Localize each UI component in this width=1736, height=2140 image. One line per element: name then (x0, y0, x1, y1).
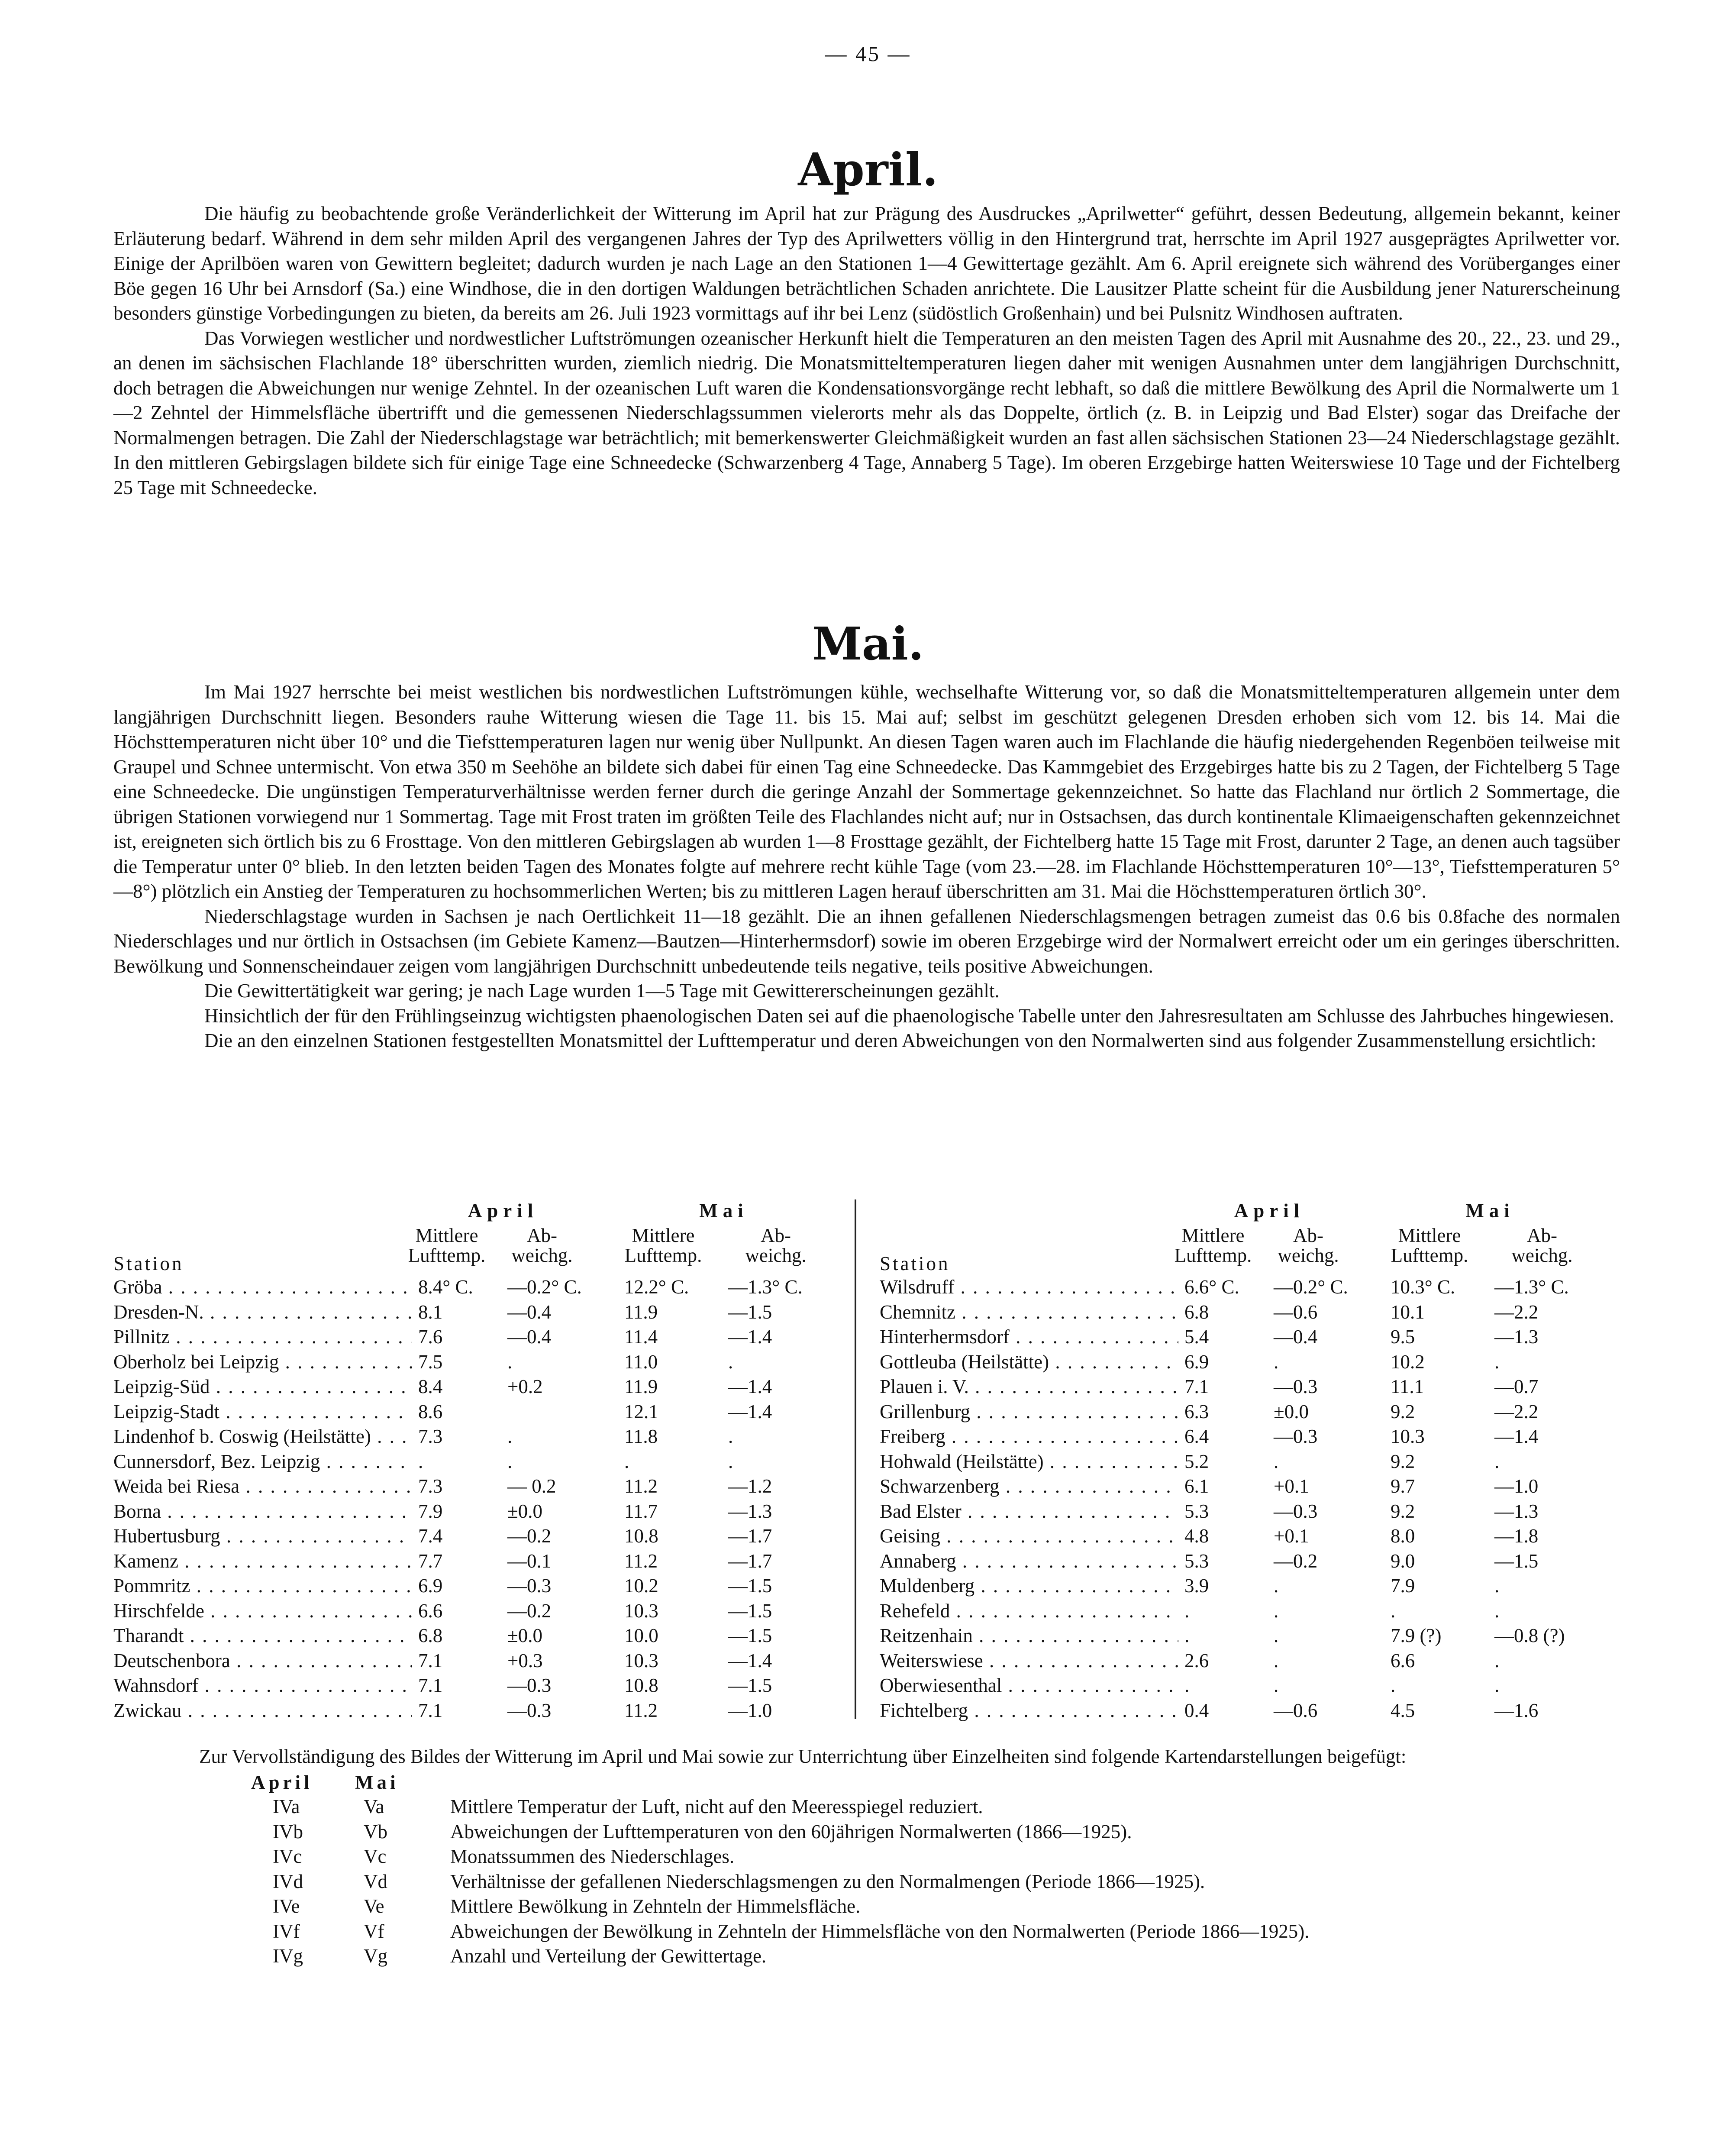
mai-temperature: 10.2 (624, 1575, 658, 1597)
mai-deviation: —1.4 (728, 1326, 772, 1348)
table-row (113, 1375, 849, 1400)
map-code-mai: Ve (364, 1895, 384, 1917)
mai-paragraph-2: Niederschlagstage wurden in Sachsen je nach Oertlichkeit 11—18 gezählt. Die an ihnen gefallenen Niederschlagsmengen betragen zumeist das 0.6 bis 0.8fache des normalen Niederschlages und nur örtlich in Ostsachsen (im Gebiete Kamenz—Bautzen—Hinterhermsdorf) sowie im oberen Erzgebirge wird der Normalwert erreicht oder um ein geringes überschritten. Bewölkung und Sonnenscheindauer zeigen vom langjährigen Durchschnitt unbedeutende teils negative, teils positive Abweichungen. (113, 905, 1620, 977)
table-row (880, 1301, 1616, 1326)
col-header-mai-dev-right: Ab- weichg. (1511, 1225, 1573, 1266)
mai-deviation: —1.0 (1494, 1475, 1539, 1497)
table-row (880, 1325, 1616, 1351)
april-temperature: 6.1 (1183, 1475, 1262, 1497)
mai-temperature: 10.8 (624, 1525, 658, 1547)
april-temperature: 6.9 (1183, 1351, 1262, 1373)
map-list-header-april: April (251, 1771, 313, 1793)
station-name: Lindenhof b. Coswig (Heilstätte) . . . (113, 1425, 412, 1448)
mai-deviation: —0.7 (1494, 1376, 1539, 1397)
mai-deviation: . (1494, 1649, 1500, 1671)
table-row (880, 1425, 1616, 1450)
table-row (113, 1600, 849, 1625)
mai-deviation: . (1494, 1675, 1500, 1696)
april-deviation: ±0.0 (1274, 1400, 1309, 1422)
april-deviation: . (1274, 1351, 1279, 1373)
april-temperature: 3.9 (1183, 1574, 1262, 1597)
table-row (113, 1649, 849, 1675)
station-name: Oberwiesenthal . . . (880, 1674, 1178, 1697)
mai-temperature: 11.2 (624, 1699, 658, 1721)
station-name: Oberholz bei Leipzig . . . (113, 1351, 412, 1373)
mai-deviation: . (1494, 1600, 1500, 1622)
april-temperature: 6.8 (1183, 1301, 1262, 1323)
april-deviation: +0.1 (1274, 1525, 1309, 1547)
april-temperature: . (1183, 1624, 1262, 1647)
mai-temperature: 11.2 (624, 1475, 658, 1497)
station-name: Leipzig-Stadt . . . (113, 1400, 412, 1423)
station-name: Rehefeld . . . (880, 1600, 1178, 1622)
april-deviation: —0.3 (1274, 1426, 1318, 1447)
mai-deviation: —0.8 (?) (1494, 1625, 1565, 1646)
mai-paragraph-1: Im Mai 1927 herrschte bei meist westlichen bis nordwestlichen Luftströmungen kühle, wechselhafte Witterung vor, so daß die Monatsmitteltemperaturen allgemein unter dem langjährigen Durchschnitt liegen. Besonders rauhe Witterung wiesen die Tage 11. bis 15. Mai auf; selbst im geschützt gelegenen Dresden erhoben sich vom 12. bis 14. Mai die Höchsttemperaturen nicht über 10° und die Tiefsttemperaturen lagen nur wenig über Nullpunkt. An diesen Tagen waren auch im Flachlande die häufig niedergehenden Regenböen teilweise mit Graupel und Schnee untermischt. Von etwa 350 m Seehöhe an bildete sich dabei für einen Tag eine Schneedecke. Das Kammgebiet des Erzgebirges hatte bis zu 2 Tagen, der Fichtelberg 5 Tage eine Schneedecke. Die ungünstigen Temperaturverhältnisse werden ferner durch die geringe Anzahl der Sommertage gekennzeichnet. So hatte das Flachland nur örtlich 2 Sommertage, die übrigen Stationen vorwiegend nur 1 Sommertag. Tage mit Frost traten im größten Teile des Flachlandes nicht auf; nur in Ostsachsen, das durch kontinentale Klimaeigenschaften gekennzeichnet ist, ereigneten sich örtlich bis zu 6 Frosttage. Von den mittleren Gebirgslagen ab wurden 1—8 Frosttage gezählt, der Fichtelberg hatte 15 Tage mit Frost, darunter 2 Tage, an denen auch tagsüber die Temperatur unter 0° blieb. In den letzten beiden Tagen des Monates folgte auf mehrere recht kühle Tage (vom 23.—28. im Flachlande Höchsttemperaturen 10°—13°, Tiefsttemperaturen 5°—8°) plötzlich ein Anstieg der Temperaturen zu hochsommerlichen Werten; bis zu mittleren Lagen herauf überschritten am 31. Mai die Höchsttemperaturen örtlich 30°. (113, 681, 1620, 902)
map-list-item (199, 1870, 1628, 1895)
table-rows-right (880, 1276, 1616, 1724)
col-header-mai-dev: Ab- weichg. (745, 1225, 807, 1266)
april-temperature: 7.1 (1183, 1375, 1262, 1398)
map-code-april: IVa (273, 1796, 300, 1817)
table-row (880, 1649, 1616, 1675)
table-row (113, 1351, 849, 1376)
april-heading: April. (798, 143, 938, 196)
map-list-item (199, 1945, 1628, 1970)
april-deviation: —0.2° C. (507, 1276, 582, 1298)
table-row (880, 1475, 1616, 1500)
station-name: Freiberg . . . (880, 1425, 1178, 1448)
mai-deviation: —1.5 (728, 1301, 772, 1323)
map-code-april: IVe (273, 1895, 300, 1917)
mai-deviation: —1.4 (728, 1649, 772, 1671)
group-header-april: April (468, 1200, 539, 1222)
mai-deviation: . (728, 1450, 733, 1472)
mai-temperature: 9.0 (1391, 1550, 1415, 1572)
april-temperature: 7.3 (416, 1425, 496, 1448)
table-row (113, 1475, 849, 1500)
station-name: Wahnsdorf . . . (113, 1674, 412, 1697)
table-row (113, 1400, 849, 1426)
col-header-april-temp: Mittlere Lufttemp. (408, 1225, 486, 1266)
col-header-april-dev: Ab- weichg. (511, 1225, 573, 1266)
table-row (113, 1500, 849, 1525)
mai-deviation: —1.3° C. (1494, 1276, 1569, 1298)
april-temperature: 7.9 (416, 1500, 496, 1523)
april-temperature: 6.4 (1183, 1425, 1262, 1448)
table-row (880, 1351, 1616, 1376)
mai-temperature: 11.9 (624, 1301, 658, 1323)
table-row (880, 1550, 1616, 1575)
mai-deviation: —1.5 (728, 1675, 772, 1696)
april-deviation: —0.2 (1274, 1550, 1318, 1572)
mai-deviation: . (1494, 1351, 1500, 1373)
map-list-item (199, 1795, 1628, 1820)
table-row (113, 1450, 849, 1475)
col-header-april-temp-right: Mittlere Lufttemp. (1174, 1225, 1252, 1266)
station-name: Grillenburg . . . (880, 1400, 1178, 1423)
mai-temperature: 11.7 (624, 1500, 658, 1522)
map-description: Anzahl und Verteilung der Gewittertage. (450, 1945, 767, 1967)
station-name: Gröba . . . (113, 1276, 412, 1298)
map-code-mai: Vf (364, 1920, 384, 1942)
mai-temperature: 8.0 (1391, 1525, 1415, 1547)
april-temperature: 4.8 (1183, 1525, 1262, 1547)
mai-temperature: 7.9 (?) (1391, 1625, 1442, 1646)
mai-deviation: —1.5 (728, 1575, 772, 1597)
april-deviation: . (1274, 1625, 1279, 1646)
table-divider (855, 1199, 856, 1719)
april-deviation: . (507, 1351, 513, 1373)
april-temperature: 2.6 (1183, 1649, 1262, 1672)
map-code-mai: Vd (364, 1870, 387, 1892)
map-list-item (199, 1895, 1628, 1920)
map-code-mai: Vg (364, 1945, 387, 1967)
april-temperature: . (1183, 1674, 1262, 1697)
table-row (113, 1525, 849, 1550)
table-row (113, 1574, 849, 1600)
mai-deviation: —1.5 (728, 1625, 772, 1646)
table-left-half (113, 1199, 849, 1728)
table-row (880, 1574, 1616, 1600)
april-temperature: 7.4 (416, 1525, 496, 1547)
mai-temperature: 12.1 (624, 1400, 658, 1422)
april-paragraph-1: Die häufig zu beobachtende große Veränderlichkeit der Witterung im April hat zur Prägung des Ausdruckes „Aprilwetter“ geführt, dessen Bedeutung, allgemein bekannt, keiner Erläuterung bedarf. Während in dem sehr milden April des vergangenen Jahres der Typ des Aprilwetters völlig in den Hintergrund trat, herrschte im April 1927 ausgeprägtes Aprilwetter vor. Einige der Aprilböen waren von Gewittern begleitet; dadurch wurden je nach Lage an den Stationen 1—4 Gewittertage gezählt. Am 6. April ereignete sich während des Vorüberganges einer Böe gegen 16 Uhr bei Arnsdorf (Sa.) eine Windhose, die in den dortigen Waldungen beträchtlichen Schaden anrichtete. Die Lausitzer Platte scheint für die Ausbildung jener Naturerscheinung besonders günstige Vorbedingungen zu bieten, da bereits am 26. Juli 1923 vormittags auf ihr bei Lenz (südöstlich Großenhain) und bei Pulsnitz Windhosen auftraten. (113, 203, 1620, 324)
mai-temperature: 10.3 (624, 1649, 658, 1671)
april-temperature: 6.3 (1183, 1400, 1262, 1423)
station-name: Reitzenhain . . . (880, 1624, 1178, 1647)
mai-temperature: 10.3° C. (1391, 1276, 1455, 1298)
mai-temperature: 9.2 (1391, 1400, 1415, 1422)
mai-temperature: 7.9 (1391, 1575, 1415, 1597)
mai-deviation: —1.5 (728, 1600, 772, 1622)
station-name: Zwickau . . . (113, 1699, 412, 1722)
mai-temperature: . (1391, 1675, 1396, 1696)
col-header-mai-temp: Mittlere Lufttemp. (624, 1225, 702, 1266)
april-temperature: 5.2 (1183, 1450, 1262, 1473)
mai-paragraph-3: Die Gewittertätigkeit war gering; je nach Lage wurden 1—5 Tage mit Gewittererscheinungen gezählt. (204, 980, 1000, 1002)
table-row (880, 1624, 1616, 1649)
table-row (113, 1624, 849, 1649)
map-description: Abweichungen der Bewölkung in Zehnteln der Himmelsfläche von den Normalwerten (Periode 1866—1925). (450, 1920, 1310, 1942)
april-paragraph-2: Das Vorwiegen westlicher und nordwestlicher Luftströmungen ozeanischer Herkunft hielt die Temperaturen an den meisten Tagen des April mit Ausnahme des 20., 22., 23. und 29., an denen im sächsischen Flachlande 18° überschritten wurden, ziemlich niedrig. Die Monatsmitteltemperaturen liegen daher mit wenigen Ausnahmen unter dem langjährigen Durchschnitt, doch betragen die Abweichungen nur wenige Zehntel. In der ozeanischen Luft waren die Kondensationsvorgänge recht lebhaft, so daß die mittlere Bewölkung des April die Normalwerte um 1—2 Zehntel der Himmelsfläche übertrifft und die gemessenen Niederschlagssummen vielerorts mehr als das Doppelte, örtlich (z. B. in Leipzig und Bad Elster) sogar das Dreifache der Normalmengen betragen. Die Zahl der Niederschlagstage war beträchtlich; mit bemerkenswerter Gleichmäßigkeit wurden an fast allen sächsischen Stationen 23—24 Niederschlagstage gezählt. In den mittleren Gebirgslagen bildete sich für einige Tage eine Schneedecke (Schwarzenberg 4 Tage, Annaberg 5 Tage). Im oberen Erzgebirge hatten Weiterswiese 10 Tage und der Fichtelberg 25 Tage mit Schneedecke. (113, 327, 1620, 498)
mai-temperature: 10.8 (624, 1675, 658, 1696)
mai-deviation: —1.0 (728, 1699, 772, 1721)
col-header-station-right: Station (880, 1253, 950, 1274)
april-deviation: —0.3 (507, 1699, 552, 1721)
april-deviation: —0.4 (1274, 1326, 1318, 1348)
april-text (113, 201, 1620, 500)
map-code-mai: Va (364, 1796, 384, 1817)
mai-temperature: 11.2 (624, 1550, 658, 1572)
station-name: Geising . . . (880, 1525, 1178, 1547)
april-deviation: —0.2° C. (1274, 1276, 1348, 1298)
table-row (880, 1500, 1616, 1525)
mai-temperature: 9.7 (1391, 1475, 1415, 1497)
april-deviation: . (1274, 1649, 1279, 1671)
map-code-mai: Vc (364, 1846, 387, 1867)
station-name: Bad Elster . . . (880, 1500, 1178, 1523)
april-deviation: —0.3 (1274, 1500, 1318, 1522)
april-deviation: ±0.0 (507, 1625, 542, 1646)
mai-temperature: 11.1 (1391, 1376, 1424, 1397)
group-header-mai: Mai (699, 1200, 749, 1222)
station-name: Muldenberg . . . (880, 1574, 1178, 1597)
map-description: Monatssummen des Niederschlages. (450, 1846, 735, 1867)
mai-temperature: 9.2 (1391, 1500, 1415, 1522)
page-number: — 45 — (825, 42, 911, 66)
table-row (113, 1425, 849, 1450)
april-temperature: 7.1 (416, 1674, 496, 1697)
mai-temperature: 9.2 (1391, 1450, 1415, 1472)
mai-temperature: . (624, 1450, 629, 1472)
mai-deviation: —1.7 (728, 1550, 772, 1572)
april-temperature: 8.6 (416, 1400, 496, 1423)
group-header-april-right: April (1234, 1200, 1305, 1222)
station-name: Hohwald (Heilstätte) . . . (880, 1450, 1178, 1473)
april-deviation: —0.2 (507, 1525, 552, 1547)
group-header-mai-right: Mai (1465, 1200, 1515, 1222)
map-list-intro: Zur Vervollständigung des Bildes der Witterung im April und Mai sowie zur Unterrichtung über Einzelheiten sind folgende Kartendarstellungen beigefügt: (199, 1746, 1407, 1767)
april-deviation: —0.3 (507, 1675, 552, 1696)
map-code-april: IVg (273, 1945, 303, 1967)
table-row (880, 1450, 1616, 1475)
table-row (880, 1276, 1616, 1301)
station-name: Borna . . . (113, 1500, 412, 1523)
april-deviation: ±0.0 (507, 1500, 542, 1522)
april-deviation: —0.3 (507, 1575, 552, 1597)
april-temperature: 7.1 (416, 1649, 496, 1672)
station-name: Dresden-N. . . . (113, 1301, 412, 1323)
map-code-april: IVb (273, 1820, 303, 1843)
mai-temperature: 10.2 (1391, 1351, 1425, 1373)
mai-temperature: 12.2° C. (624, 1276, 689, 1298)
mai-temperature: 10.3 (624, 1600, 658, 1622)
mai-deviation: —1.3 (1494, 1326, 1539, 1348)
table-row (113, 1699, 849, 1724)
april-deviation: +0.3 (507, 1649, 543, 1671)
station-name: Hubertusburg . . . (113, 1525, 412, 1547)
mai-temperature: 9.5 (1391, 1326, 1415, 1348)
april-temperature: 7.6 (416, 1325, 496, 1348)
april-deviation: —0.4 (507, 1326, 552, 1348)
mai-heading: Mai. (812, 617, 924, 670)
april-temperature: 8.4 (416, 1375, 496, 1398)
mai-deviation: —2.2 (1494, 1400, 1539, 1422)
april-deviation: . (1274, 1675, 1279, 1696)
table-row (880, 1525, 1616, 1550)
mai-deviation: —1.6 (1494, 1699, 1539, 1721)
april-deviation: . (507, 1426, 513, 1447)
mai-temperature: 11.0 (624, 1351, 658, 1373)
mai-deviation: . (1494, 1450, 1500, 1472)
april-temperature: 7.7 (416, 1550, 496, 1572)
april-temperature: 7.1 (416, 1699, 496, 1722)
april-deviation: . (1274, 1450, 1279, 1472)
april-temperature: 5.4 (1183, 1325, 1262, 1348)
mai-text (113, 680, 1620, 1054)
mai-deviation: —1.4 (1494, 1426, 1539, 1447)
station-name: Leipzig-Süd . . . (113, 1375, 412, 1398)
april-temperature: 7.3 (416, 1475, 496, 1497)
station-name: Kamenz . . . (113, 1550, 412, 1572)
col-header-mai-temp-right: Mittlere Lufttemp. (1391, 1225, 1468, 1266)
mai-temperature: 4.5 (1391, 1699, 1415, 1721)
map-description: Mittlere Bewölkung in Zehnteln der Himmelsfläche. (450, 1895, 861, 1917)
april-temperature: 8.4° C. (416, 1276, 496, 1298)
table-row (113, 1301, 849, 1326)
table-row (880, 1699, 1616, 1724)
table-row (113, 1550, 849, 1575)
mai-temperature: 11.8 (624, 1426, 658, 1447)
station-name: Wilsdruff . . . (880, 1276, 1178, 1298)
map-description: Verhältnisse der gefallenen Niederschlagsmengen zu den Normalmengen (Periode 1866—1925). (450, 1870, 1205, 1892)
april-temperature: 0.4 (1183, 1699, 1262, 1722)
mai-temperature: 10.0 (624, 1625, 658, 1646)
table-row (880, 1375, 1616, 1400)
mai-deviation: —1.3 (728, 1500, 772, 1522)
mai-deviation: —2.2 (1494, 1301, 1539, 1323)
mai-deviation: . (728, 1426, 733, 1447)
map-list-item (199, 1845, 1628, 1870)
april-temperature: 7.5 (416, 1351, 496, 1373)
mai-deviation: —1.3° C. (728, 1276, 803, 1298)
mai-deviation: —1.3 (1494, 1500, 1539, 1522)
station-name: Weiterswiese . . . (880, 1649, 1178, 1672)
table-right-half (880, 1199, 1616, 1728)
april-deviation: —0.4 (507, 1301, 552, 1323)
april-deviation: —0.3 (1274, 1376, 1318, 1397)
map-description: Abweichungen der Lufttemperaturen von den 60jährigen Normalwerten (1866—1925). (450, 1820, 1132, 1843)
april-temperature: . (1183, 1600, 1262, 1622)
map-list-item (199, 1820, 1628, 1846)
mai-temperature: 10.3 (1391, 1426, 1425, 1447)
april-temperature: 6.6 (416, 1600, 496, 1622)
table-row (880, 1674, 1616, 1699)
map-code-april: IVd (273, 1870, 303, 1892)
map-list-rows (199, 1795, 1628, 1970)
april-temperature: 6.9 (416, 1574, 496, 1597)
table-row (113, 1674, 849, 1699)
mai-temperature: 10.1 (1391, 1301, 1425, 1323)
table-row (880, 1600, 1616, 1625)
table-rows-left (113, 1276, 849, 1724)
temperature-table (113, 1199, 1620, 1728)
station-name: Tharandt . . . (113, 1624, 412, 1647)
mai-temperature: . (1391, 1600, 1396, 1622)
mai-deviation: —1.7 (728, 1525, 772, 1547)
april-temperature: 8.1 (416, 1301, 496, 1323)
station-name: Pillnitz . . . (113, 1325, 412, 1348)
station-name: Schwarzenberg . . . (880, 1475, 1178, 1497)
station-name: Cunnersdorf, Bez. Leipzig . . . (113, 1450, 412, 1473)
mai-temperature: 6.6 (1391, 1649, 1415, 1671)
station-name: Fichtelberg . . . (880, 1699, 1178, 1722)
station-name: Pommritz . . . (113, 1574, 412, 1597)
april-temperature: 5.3 (1183, 1500, 1262, 1523)
april-deviation: . (1274, 1600, 1279, 1622)
april-deviation: —0.1 (507, 1550, 552, 1572)
table-row (880, 1400, 1616, 1426)
mai-paragraph-5: Die an den einzelnen Stationen festgestellten Monatsmittel der Lufttemperatur und deren Abweichungen von den Normalwerten sind aus folgender Zusammenstellung ersichtlich: (204, 1030, 1597, 1051)
station-name: Deutschenbora . . . (113, 1649, 412, 1672)
mai-deviation: —1.8 (1494, 1525, 1539, 1547)
map-list-header-mai: Mai (355, 1771, 399, 1793)
april-deviation: . (1274, 1575, 1279, 1597)
station-name: Gottleuba (Heilstätte) . . . (880, 1351, 1178, 1373)
station-name: Chemnitz . . . (880, 1301, 1178, 1323)
april-temperature: 6.6° C. (1183, 1276, 1262, 1298)
mai-deviation: —1.5 (1494, 1550, 1539, 1572)
station-name: Hinterhermsdorf . . . (880, 1325, 1178, 1348)
map-code-mai: Vb (364, 1820, 387, 1843)
april-deviation: — 0.2 (507, 1475, 556, 1497)
map-code-april: IVc (273, 1846, 302, 1867)
station-name: Annaberg . . . (880, 1550, 1178, 1572)
april-deviation: +0.1 (1274, 1475, 1309, 1497)
table-row (113, 1276, 849, 1301)
map-code-april: IVf (273, 1920, 300, 1942)
mai-deviation: . (728, 1351, 733, 1373)
mai-temperature: 11.9 (624, 1376, 658, 1397)
mai-paragraph-4: Hinsichtlich der für den Frühlingseinzug wichtigsten phaenologischen Daten sei auf die phaenologische Tabelle unter den Jahresresultaten am Schlusse des Jahrbuches hingewiesen. (204, 1005, 1614, 1027)
mai-deviation: —1.4 (728, 1400, 772, 1422)
april-deviation: . (507, 1450, 513, 1472)
table-row (113, 1325, 849, 1351)
mai-deviation: . (1494, 1575, 1500, 1597)
april-deviation: —0.6 (1274, 1301, 1318, 1323)
station-name: Weida bei Riesa . . . (113, 1475, 412, 1497)
april-deviation: —0.6 (1274, 1699, 1318, 1721)
april-temperature: 6.8 (416, 1624, 496, 1647)
april-temperature: . (416, 1450, 496, 1473)
mai-deviation: —1.4 (728, 1376, 772, 1397)
station-name: Hirschfelde . . . (113, 1600, 412, 1622)
april-deviation: —0.2 (507, 1600, 552, 1622)
map-description: Mittlere Temperatur der Luft, nicht auf den Meeresspiegel reduziert. (450, 1796, 983, 1817)
mai-deviation: —1.2 (728, 1475, 772, 1497)
station-name: Plauen i. V. . . . (880, 1375, 1178, 1398)
april-temperature: 5.3 (1183, 1550, 1262, 1572)
col-header-april-dev-right: Ab- weichg. (1278, 1225, 1339, 1266)
col-header-station: Station (113, 1253, 184, 1274)
april-deviation: +0.2 (507, 1376, 543, 1397)
mai-temperature: 11.4 (624, 1326, 658, 1348)
map-list-item (199, 1920, 1628, 1945)
